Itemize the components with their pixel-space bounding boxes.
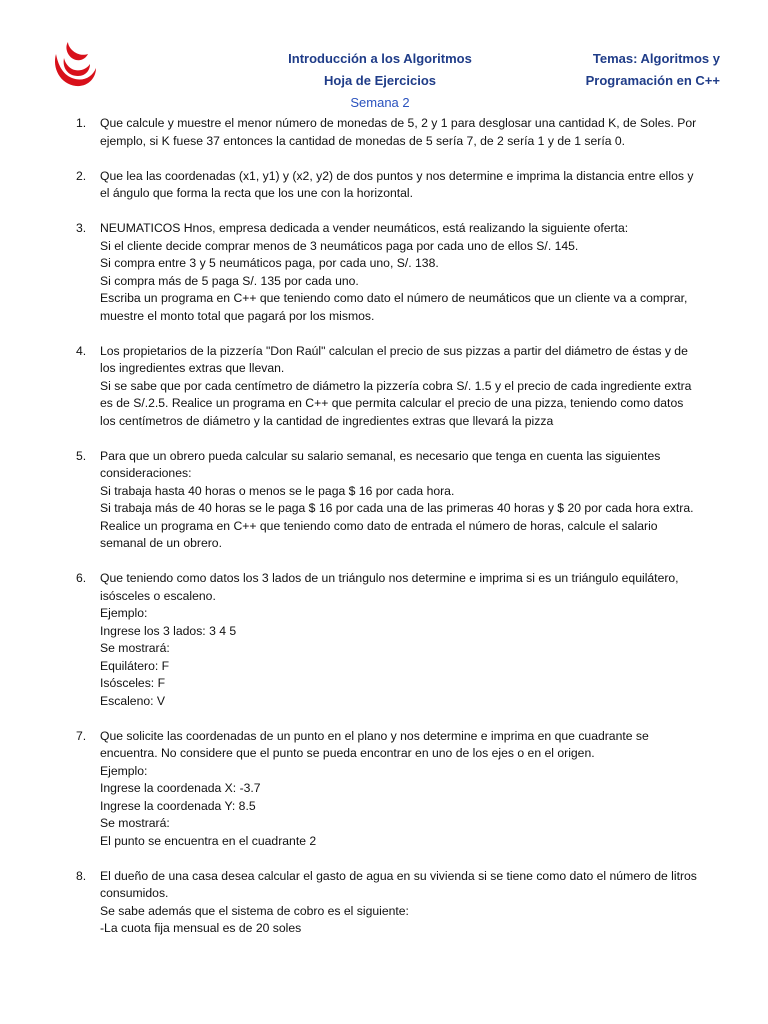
exercise-number: 6. xyxy=(76,571,87,585)
exercise-text-line: el ángulo que forma la recta que los une con la horizontal. xyxy=(100,186,414,200)
exercise-number: 8. xyxy=(76,868,87,883)
exercise-text-line: muestre el monto total que pagará por los mismos. xyxy=(100,308,375,323)
exercise-text-line: Los propietarios de la pizzería "Don Raúl" calculan el precio de sus pizzas a partir del diámetro de éstas y de xyxy=(100,343,688,358)
exercise-number: 5. xyxy=(76,448,87,463)
exercise-text-line: Si se sabe que por cada centímetro de diámetro la pizzería cobra S/. 1.5 y el precio de cada ingrediente extra xyxy=(100,378,692,393)
course-title: Introducción a los Algoritmos xyxy=(288,51,472,66)
exercise-item xyxy=(54,448,722,553)
exercise-text-line: consumidos. xyxy=(100,886,169,900)
exercise-text-line: semanal de un obrero. xyxy=(100,536,222,550)
exercise-text-line: Se sabe además que el sistema de cobro es el siguiente: xyxy=(100,903,409,918)
exercise-text-line: Ejemplo: xyxy=(100,763,148,778)
exercise-item xyxy=(54,220,722,325)
exercise-text-line: encuentra. No considere que el punto se pueda encontrar en uno de los ejes o en el origen. xyxy=(100,746,595,760)
exercise-text-line: Se mostrará: xyxy=(100,816,170,830)
exercise-number: 4. xyxy=(76,343,87,358)
exercise-text-line: los centímetros de diámetro y la cantidad de ingredientes extras que llevará la pizza xyxy=(100,413,554,428)
exercise-number: 3. xyxy=(76,221,87,235)
exercise-text-line: Para que un obrero pueda calcular su salario semanal, es necesario que tenga en cuenta las siguientes xyxy=(100,448,661,463)
exercise-item xyxy=(54,115,722,150)
exercise-text-line: Ejemplo: xyxy=(100,606,148,620)
exercise-item xyxy=(54,728,722,851)
exercise-text-line: es de S/.2.5. Realice un programa en C++ que permita calcular el precio de una pizza, teniendo como datos xyxy=(100,396,684,410)
exercise-item xyxy=(54,570,722,710)
exercise-text-line: Que lea las coordenadas (x1, y1) y (x2, y2) de dos puntos y nos determine e imprima la distancia entre ellos y xyxy=(100,168,694,183)
exercise-text-line: Si trabaja más de 40 horas se le paga $ 16 por cada una de las primeras 40 horas y $ 20 por cada hora extra. xyxy=(100,501,694,515)
exercise-text-line: Si el cliente decide comprar menos de 3 neumáticos paga por cada uno de ellos S/. 145. xyxy=(100,238,579,253)
exercise-text-line: Equilátero: F xyxy=(100,658,170,673)
exercise-text-line: los ingredientes extras que llevan. xyxy=(100,361,285,375)
university-logo-icon xyxy=(48,38,100,90)
week-label: Semana 2 xyxy=(350,95,410,110)
exercise-item xyxy=(54,168,722,203)
sheet-title: Hoja de Ejercicios xyxy=(324,73,436,88)
exercise-text-line: NEUMATICOS Hnos, empresa dedicada a vender neumáticos, está realizando la siguiente oferta: xyxy=(100,221,629,235)
exercise-text-line: Si compra más de 5 paga S/. 135 por cada uno. xyxy=(100,273,359,288)
exercise-text-line: consideraciones: xyxy=(100,466,192,480)
exercise-text-line: Escaleno: V xyxy=(100,693,166,708)
exercise-number: 1. xyxy=(76,116,87,130)
exercise-text-line: Que solicite las coordenadas de un punto en el plano y nos determine e imprima en que cuadrante se xyxy=(100,728,649,743)
exercise-text-line: -La cuota fija mensual es de 20 soles xyxy=(100,921,302,935)
exercise-text-line: ejemplo, si K fuese 37 entonces la cantidad de monedas de 5 sería 7, de 2 sería 1 y de 1 sería 0. xyxy=(100,133,626,148)
exercise-text-line: isósceles o escaleno. xyxy=(100,588,216,603)
topic-header xyxy=(530,48,720,92)
exercise-text-line: Que teniendo como datos los 3 lados de un triángulo nos determine e imprima si es un triángulo equilátero, xyxy=(100,571,679,585)
exercise-text-line: Ingrese la coordenada X: -3.7 xyxy=(100,781,261,795)
exercise-list xyxy=(54,115,722,955)
exercise-text-line: Ingrese los 3 lados: 3 4 5 xyxy=(100,623,237,638)
exercise-item xyxy=(54,343,722,431)
exercise-item xyxy=(54,868,722,938)
exercise-text-line: Isósceles: F xyxy=(100,676,166,690)
exercise-text-line: Si trabaja hasta 40 horas o menos se le paga $ 16 por cada hora. xyxy=(100,483,455,498)
document-header xyxy=(240,48,520,114)
exercise-text-line: Escriba un programa en C++ que teniendo como dato el número de neumáticos que un cliente va a comprar, xyxy=(100,291,688,305)
exercise-text-line: El punto se encuentra en el cuadrante 2 xyxy=(100,833,317,848)
exercise-number: 7. xyxy=(76,728,87,743)
topic-line-2: Programación en C++ xyxy=(585,73,720,88)
exercise-text-line: Si compra entre 3 y 5 neumáticos paga, por cada uno, S/. 138. xyxy=(100,256,439,270)
exercise-text-line: Realice un programa en C++ que teniendo como dato de entrada el número de horas, calcule el salario xyxy=(100,518,658,533)
exercise-text-line: Ingrese la coordenada Y: 8.5 xyxy=(100,798,256,813)
topic-line-1: Temas: Algoritmos y xyxy=(592,51,720,66)
exercise-text-line: Que calcule y muestre el menor número de monedas de 5, 2 y 1 para desglosar una cantidad K, de Soles. Por xyxy=(100,116,697,130)
exercise-text-line: El dueño de una casa desea calcular el gasto de agua en su vivienda si se tiene como dato el número de litros xyxy=(100,868,697,883)
exercise-number: 2. xyxy=(76,168,87,183)
exercise-text-line: Se mostrará: xyxy=(100,641,170,655)
